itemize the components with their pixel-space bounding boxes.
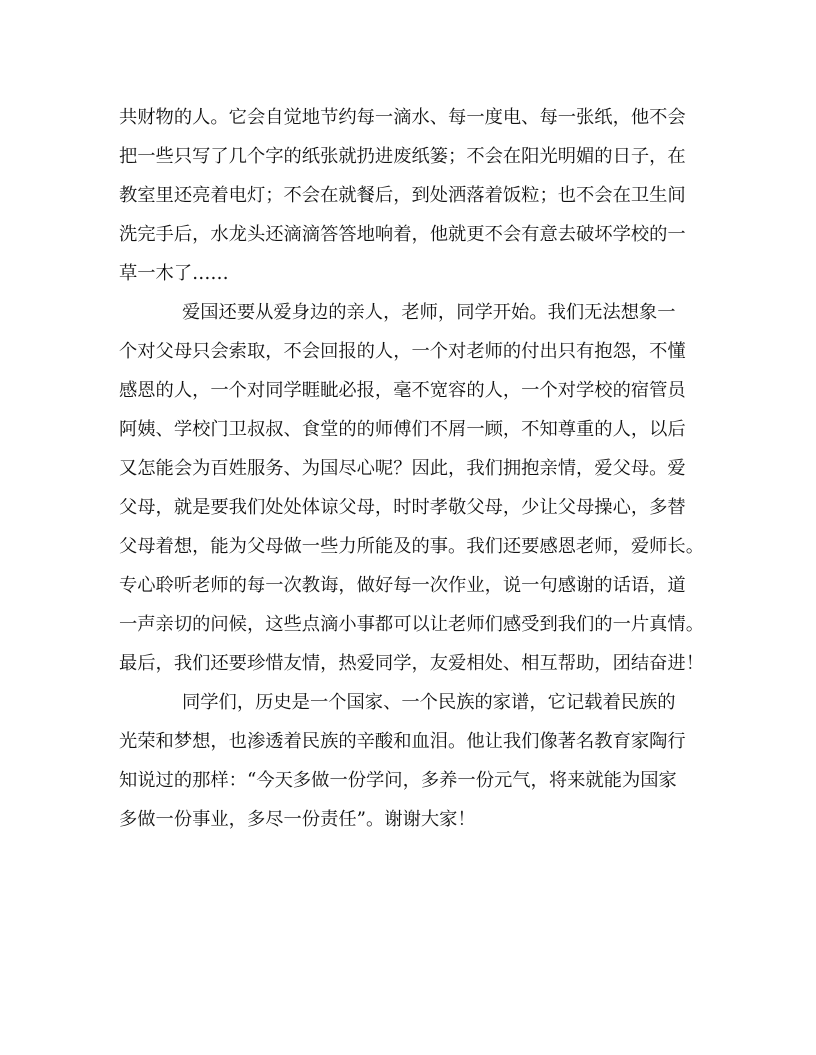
text-line: 多做一份事业，多尽一份责任”。谢谢大家！ (119, 809, 476, 830)
text-line: 光荣和梦想，也渗透着民族的辛酸和血泪。他让我们像著名教育家陶行 (119, 731, 686, 752)
text-line: 父母，就是要我们处处体谅父母，时时孝敬父母，少让父母操心，多替 (119, 497, 686, 518)
text-line: 一声亲切的问候，这些点滴小事都可以让老师们感受到我们的一片真情。 (119, 614, 704, 635)
text-line: 知说过的那样：“今天多做一份学问，多养一份元气，将来就能为国家 (119, 770, 677, 791)
text-line: 个对父母只会索取，不会回报的人，一个对老师的付出只有抱怨，不懂 (119, 341, 686, 362)
paragraph-first-line: 爱国还要从爱身边的亲人，老师，同学开始。我们无法想象一 (182, 302, 676, 323)
text-line: 教室里还亮着电灯；不会在就餐后，到处洒落着饭粒；也不会在卫生间 (119, 185, 686, 206)
text-line: 又怎能会为百姓服务、为国尽心呢？因此，我们拥抱亲情，爱父母。爱 (119, 458, 686, 479)
text-line: 父母着想，能为父母做一些力所能及的事。我们还要感恩老师，爱师长。 (119, 536, 704, 557)
paragraph-first-line: 同学们，历史是一个国家、一个民族的家谱，它记载着民族的 (182, 692, 676, 713)
text-line: 洗完手后，水龙头还滴滴答答地响着，他就更不会有意去破坏学校的一 (119, 224, 686, 245)
text-line: 草一木了…… (119, 263, 229, 284)
text-line: 最后，我们还要珍惜友情，热爱同学，友爱相处、相互帮助，团结奋进！ (119, 653, 704, 674)
text-line: 共财物的人。它会自觉地节约每一滴水、每一度电、每一张纸，他不会 (119, 107, 686, 128)
text-line: 感恩的人，一个对同学睚眦必报，毫不宽容的人，一个对学校的宿管员 (119, 380, 686, 401)
text-line: 阿姨、学校门卫叔叔、食堂的的师傅们不屑一顾，不知尊重的人，以后 (119, 419, 686, 440)
text-line: 专心聆听老师的每一次教诲，做好每一次作业，说一句感谢的话语，道 (119, 575, 686, 596)
text-line: 把一些只写了几个字的纸张就扔进废纸篓；不会在阳光明媚的日子，在 (119, 146, 686, 167)
